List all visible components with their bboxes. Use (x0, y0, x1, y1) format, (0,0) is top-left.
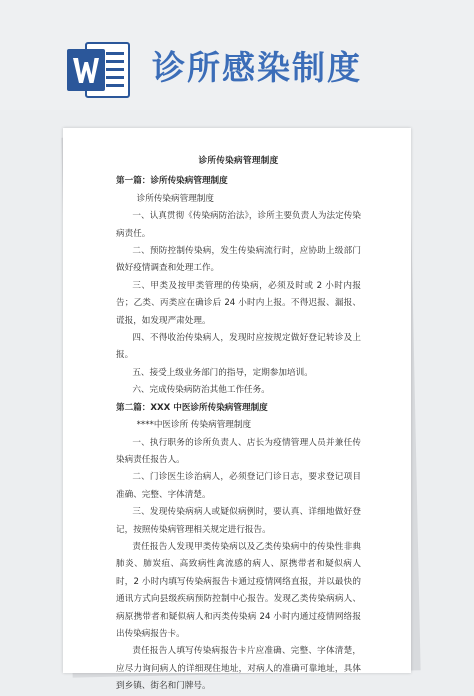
paragraph: 五、接受上级业务部门的指导，定期参加培训。 (132, 367, 313, 378)
paragraph: 四、不得收治传染病人，发现时应按规定做好登记转诊及上报。 (116, 333, 361, 361)
paragraph-list (116, 173, 361, 695)
word-document-icon (66, 42, 130, 98)
paragraph: 责任报告人填写传染病报告卡片应准确、完整、字体清楚，应尽力询问病人的详细现住地址，对病人的准确可靠地址，具体到乡镇、街名和门牌号。 (116, 646, 361, 692)
paragraph: 二、门诊医生诊治病人，必须登记门诊日志，要求登记项目准确、完整、字体清楚。 (116, 472, 361, 500)
document-title: 诊所传染病管理制度 (198, 156, 279, 166)
paragraph: 六、完成传染病防治其他工作任务。 (132, 385, 270, 396)
section-heading: 第二篇：XXX 中医诊所传染病管理制度 (116, 402, 268, 413)
paragraph: 三、甲类及按甲类管理的传染病，必须及时或 2 小时内报告；乙类、丙类应在确诊后 24 小时内上报。不得迟报、漏报、谎报，如发现严肃处理。 (116, 280, 361, 326)
document-body (116, 153, 361, 696)
header-banner (0, 0, 474, 110)
paragraph: 责任报告人发现甲类传染病以及乙类传染病中的传染性非典肺炎、肺炭疽、高致病性禽流感的病人、原携带者和疑似病人时，2 小时内填写传染病报告卡通过疫情网络直报，并以最快的通讯方式向县级疾病预防控制中心报告。发现乙类传染病病人、病原携带者和疑似病人和丙类传染病 24 小时内通过疫情网络报出传染病报告卡。 (116, 541, 361, 639)
paragraph: 诊所传染病管理制度 (136, 193, 214, 204)
paragraph: 三、发现传染病病人或疑似病例时，要认真、详细地做好登记，按照传染病管理相关规定进行报告。 (116, 507, 361, 535)
paragraph: ****中医诊所 传染病管理制度 (136, 420, 252, 431)
paragraph: 一、执行职务的诊所负责人、店长为疫情管理人员并兼任传染病责任报告人。 (116, 437, 361, 465)
paragraph: 二、预防控制传染病，发生传染病流行时，应协助上级部门做好疫情调查和处理工作。 (116, 246, 361, 274)
section-heading: 第一篇：诊所传染病管理制度 (116, 176, 228, 187)
page-title: 诊所感染制度 (152, 48, 362, 87)
document-page (63, 128, 411, 692)
paragraph: 一、认真贯彻《传染病防治法》，诊所主要负责人为法定传染病责任。 (116, 211, 361, 239)
